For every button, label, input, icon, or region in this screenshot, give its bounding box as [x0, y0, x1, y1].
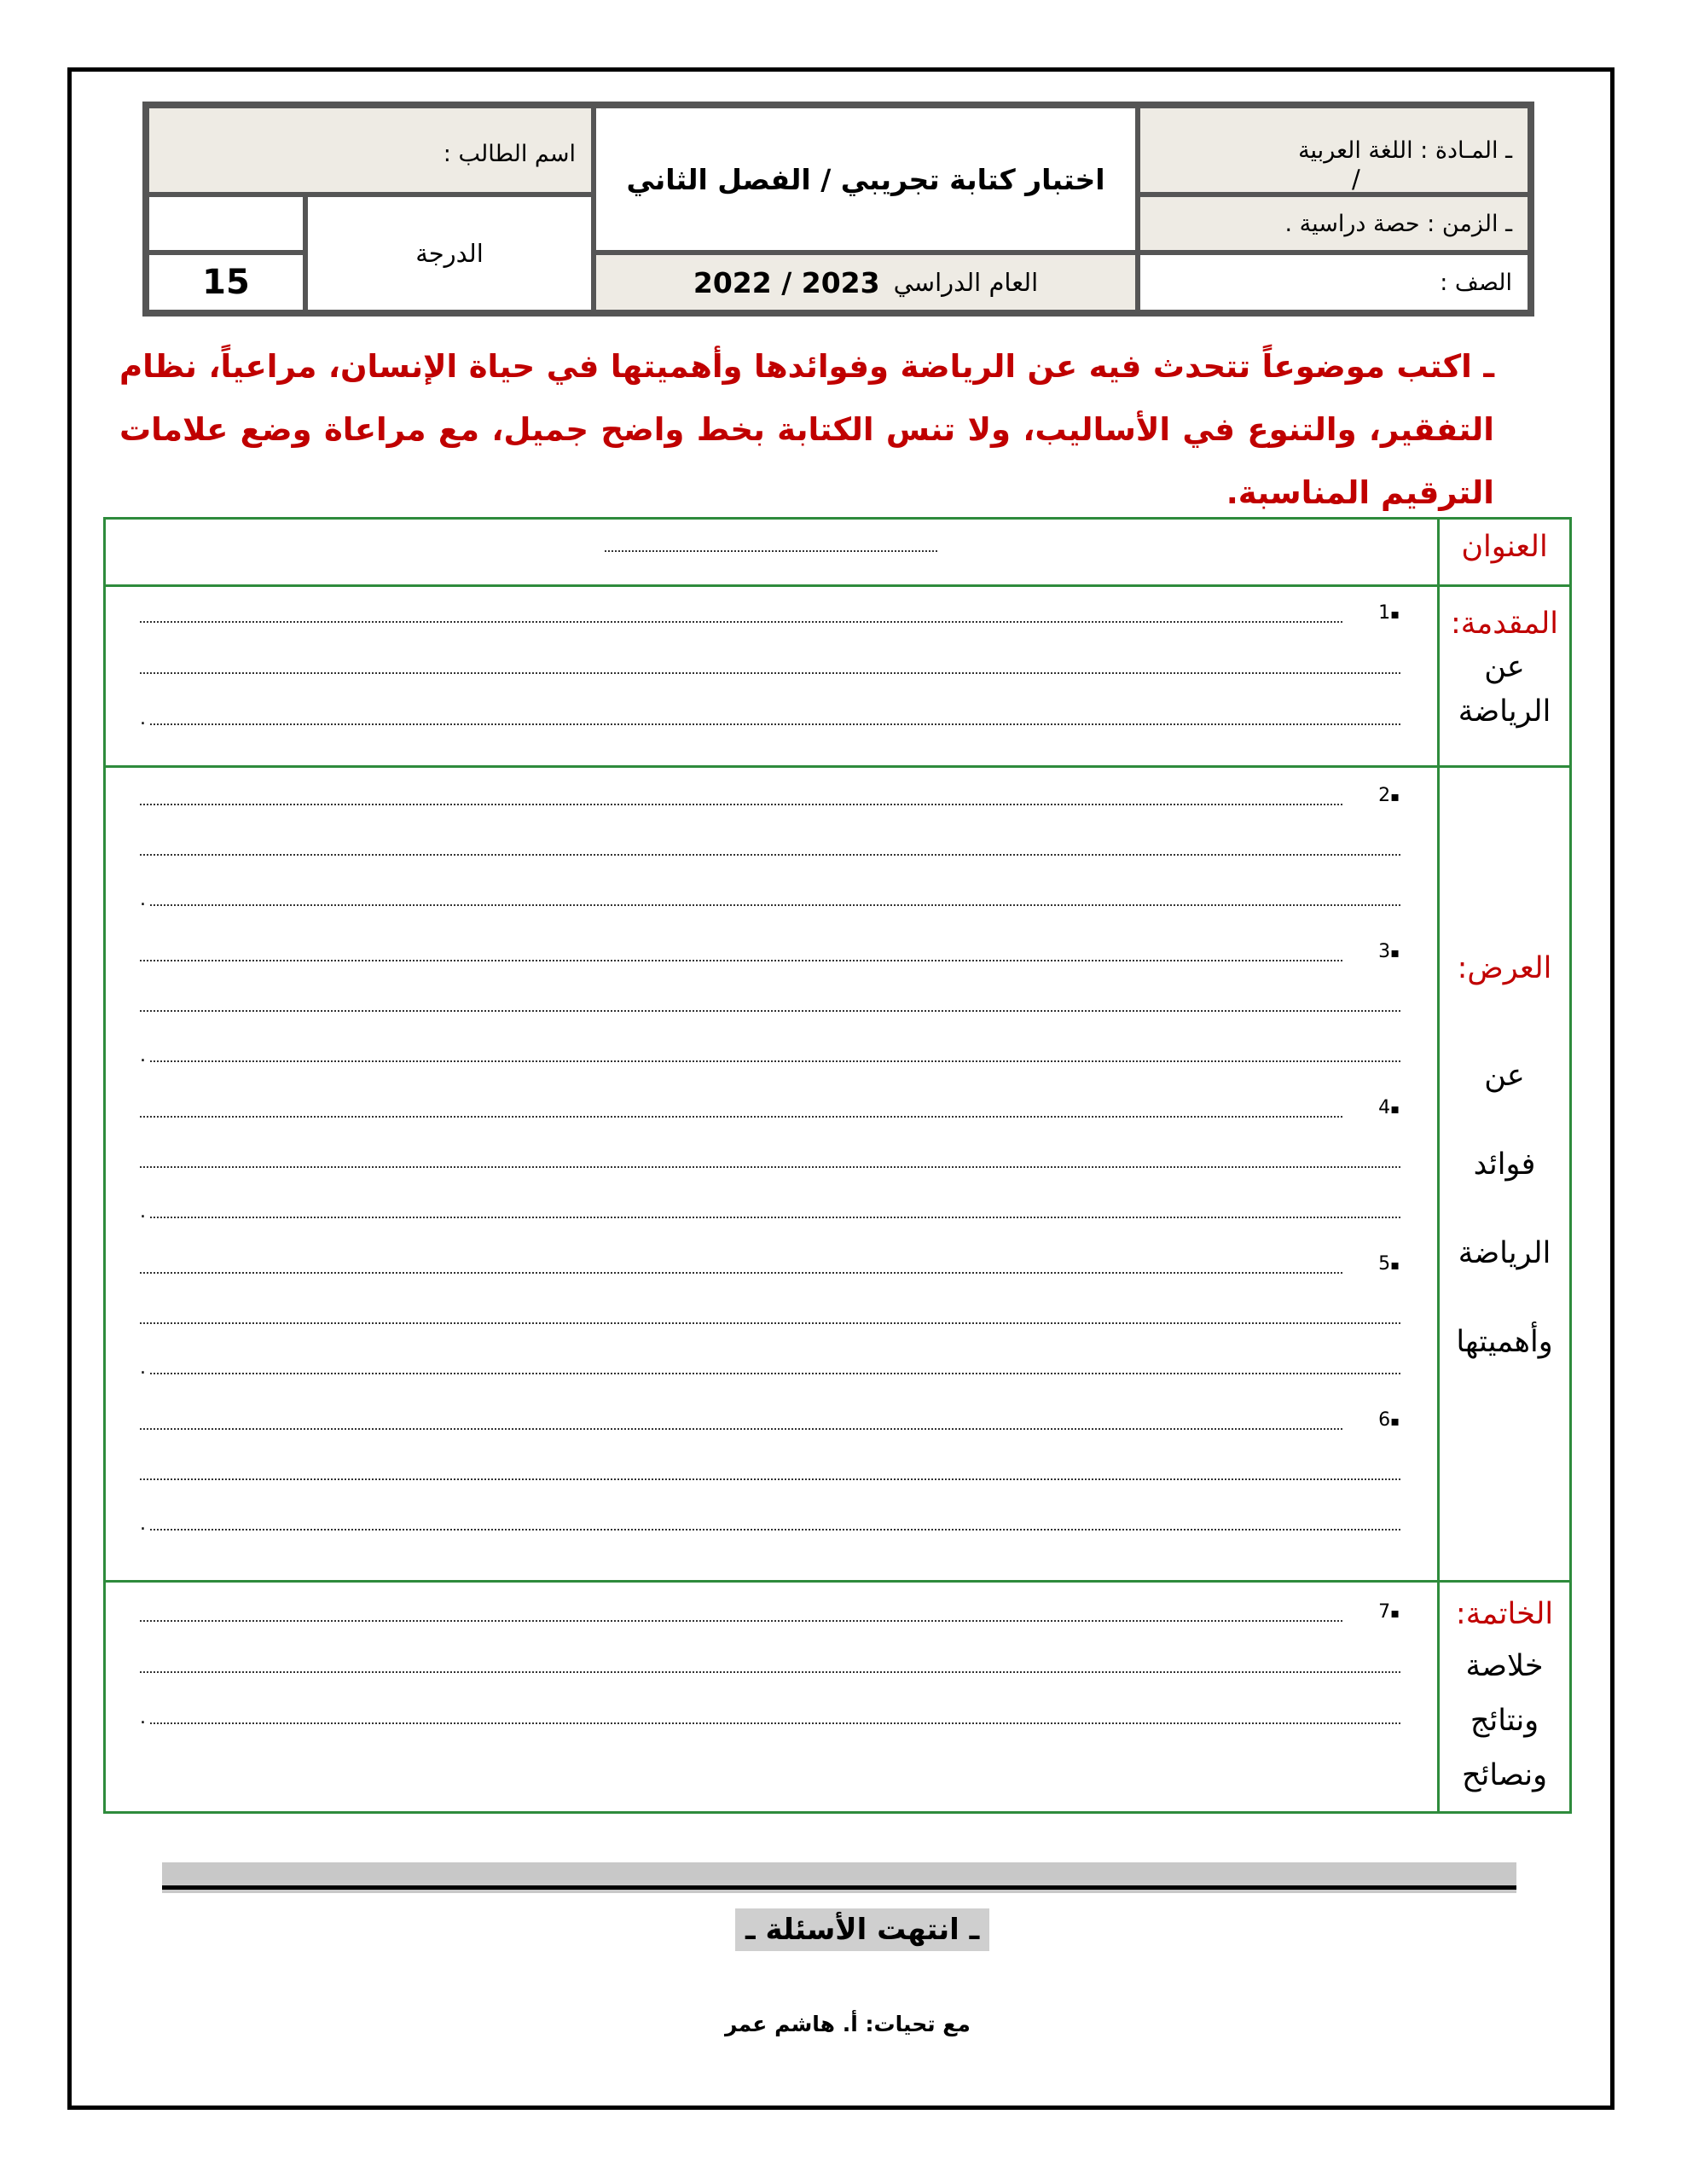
- title-dotted-line: [605, 550, 937, 552]
- dotted-line: [140, 804, 1342, 805]
- year-value: 2022 / 2023: [693, 265, 880, 299]
- dotted-line: [140, 960, 1342, 961]
- time-text: ـ الزمن : حصة دراسية .: [1284, 210, 1512, 237]
- item-number-3: 3 ▪: [1378, 941, 1400, 962]
- grade-label: الدرجة: [415, 239, 484, 268]
- subject-text: ـ المـادة : اللغة العربية: [1298, 136, 1512, 164]
- item-number-1: 1 ▪: [1378, 602, 1400, 624]
- intro-heading: المقدمة:: [1450, 607, 1558, 641]
- dotted-line: [150, 1529, 1400, 1531]
- body-writing-area[interactable]: [106, 768, 1437, 1580]
- year-label: العام الدراسي: [893, 268, 1039, 297]
- item-number-7: 7 ▪: [1378, 1601, 1400, 1623]
- instruction-text: ـ اكتب موضوعاً تتحدث فيه عن الرياضة وفوائدها وأهميتها في حياة الإنسان، مراعياً، نظام التفقير، والتنوع في الأساليب، ولا تنس الكتابة بخط واضح جميل، مع مراعاة وضع علامات الترقيم المناسبة.: [119, 348, 1494, 511]
- class-label: الصف :: [1440, 269, 1512, 296]
- conclusion-line-1: خلاصة: [1465, 1649, 1544, 1683]
- end-of-questions: ـ انتهت الأسئلة ـ: [735, 1908, 989, 1951]
- title-label: العنوان: [1461, 530, 1548, 564]
- body-line-4: وأهميتها: [1456, 1325, 1553, 1359]
- dotted-line: [140, 621, 1342, 623]
- intro-line-2: الرياضة: [1458, 694, 1551, 729]
- score-value: 15: [202, 263, 250, 302]
- student-name-label: اسم الطالب :: [443, 141, 576, 167]
- time-cell: [1138, 195, 1530, 253]
- title-label-cell: [1437, 520, 1569, 584]
- header-table: [142, 102, 1534, 317]
- exam-title-cell: [594, 106, 1138, 253]
- intro-row: [106, 587, 1569, 768]
- footer-divider: [162, 1885, 1516, 1890]
- body-label-cell: [1437, 768, 1569, 1580]
- body-line-2: فوائد: [1473, 1147, 1536, 1182]
- line-end-dot: .: [140, 708, 146, 729]
- intro-writing-area[interactable]: [106, 587, 1437, 765]
- student-name-cell[interactable]: [147, 106, 594, 195]
- grade-blank-cell[interactable]: [147, 195, 305, 253]
- item-number-6: 6 ▪: [1378, 1409, 1400, 1431]
- dotted-line: [140, 854, 1400, 856]
- conclusion-label-cell: [1437, 1583, 1569, 1811]
- conclusion-heading: الخاتمة:: [1455, 1597, 1554, 1631]
- dotted-line: [140, 1478, 1400, 1480]
- dotted-line: [140, 1322, 1400, 1324]
- conclusion-writing-area[interactable]: [106, 1583, 1437, 1811]
- line-end-dot: .: [140, 1201, 146, 1223]
- subject-cell: [1138, 106, 1530, 195]
- exam-title: اختبار كتابة تجريبي / الفصل الثاني: [626, 162, 1105, 196]
- dotted-line: [140, 1671, 1400, 1673]
- intro-line-1: عن: [1484, 650, 1525, 684]
- title-writing-area[interactable]: [106, 520, 1437, 584]
- line-end-dot: .: [140, 1513, 146, 1535]
- line-end-dot: .: [140, 1045, 146, 1066]
- body-row: [106, 768, 1569, 1583]
- conclusion-row: [106, 1583, 1569, 1811]
- dotted-line: [150, 904, 1400, 906]
- grade-cell: [305, 195, 594, 312]
- dotted-line: [140, 1010, 1400, 1012]
- dotted-line: [150, 1060, 1400, 1062]
- dotted-line: [140, 1428, 1342, 1430]
- dotted-line: [150, 1217, 1400, 1218]
- dotted-line: [150, 723, 1400, 725]
- body-heading: العرض:: [1457, 951, 1552, 985]
- intro-label-cell: [1437, 587, 1569, 765]
- dotted-line: [140, 1272, 1342, 1274]
- line-end-dot: .: [140, 889, 146, 910]
- class-slash: /: [1352, 165, 1360, 194]
- dotted-line: [150, 1373, 1400, 1374]
- title-row: [106, 520, 1569, 587]
- teacher-signature: مع تحيات: أ. هاشم عمر: [725, 2012, 971, 2036]
- body-line-3: الرياضة: [1458, 1236, 1551, 1270]
- year-cell: [594, 253, 1138, 312]
- body-line-1: عن: [1484, 1059, 1525, 1093]
- dotted-line: [140, 1620, 1342, 1622]
- item-number-5: 5 ▪: [1378, 1253, 1400, 1275]
- item-number-2: 2 ▪: [1378, 785, 1400, 806]
- item-number-4: 4 ▪: [1378, 1097, 1400, 1118]
- line-end-dot: .: [140, 1707, 146, 1728]
- score-cell: [147, 253, 305, 312]
- conclusion-line-3: ونصائح: [1462, 1758, 1547, 1792]
- dotted-line: [140, 1166, 1400, 1168]
- dotted-line: [150, 1722, 1400, 1724]
- essay-table: [103, 517, 1572, 1814]
- class-cell: [1138, 253, 1530, 312]
- dotted-line: [140, 1116, 1342, 1118]
- conclusion-line-2: ونتائج: [1470, 1704, 1539, 1738]
- dotted-line: [140, 672, 1400, 674]
- line-end-dot: .: [140, 1357, 146, 1379]
